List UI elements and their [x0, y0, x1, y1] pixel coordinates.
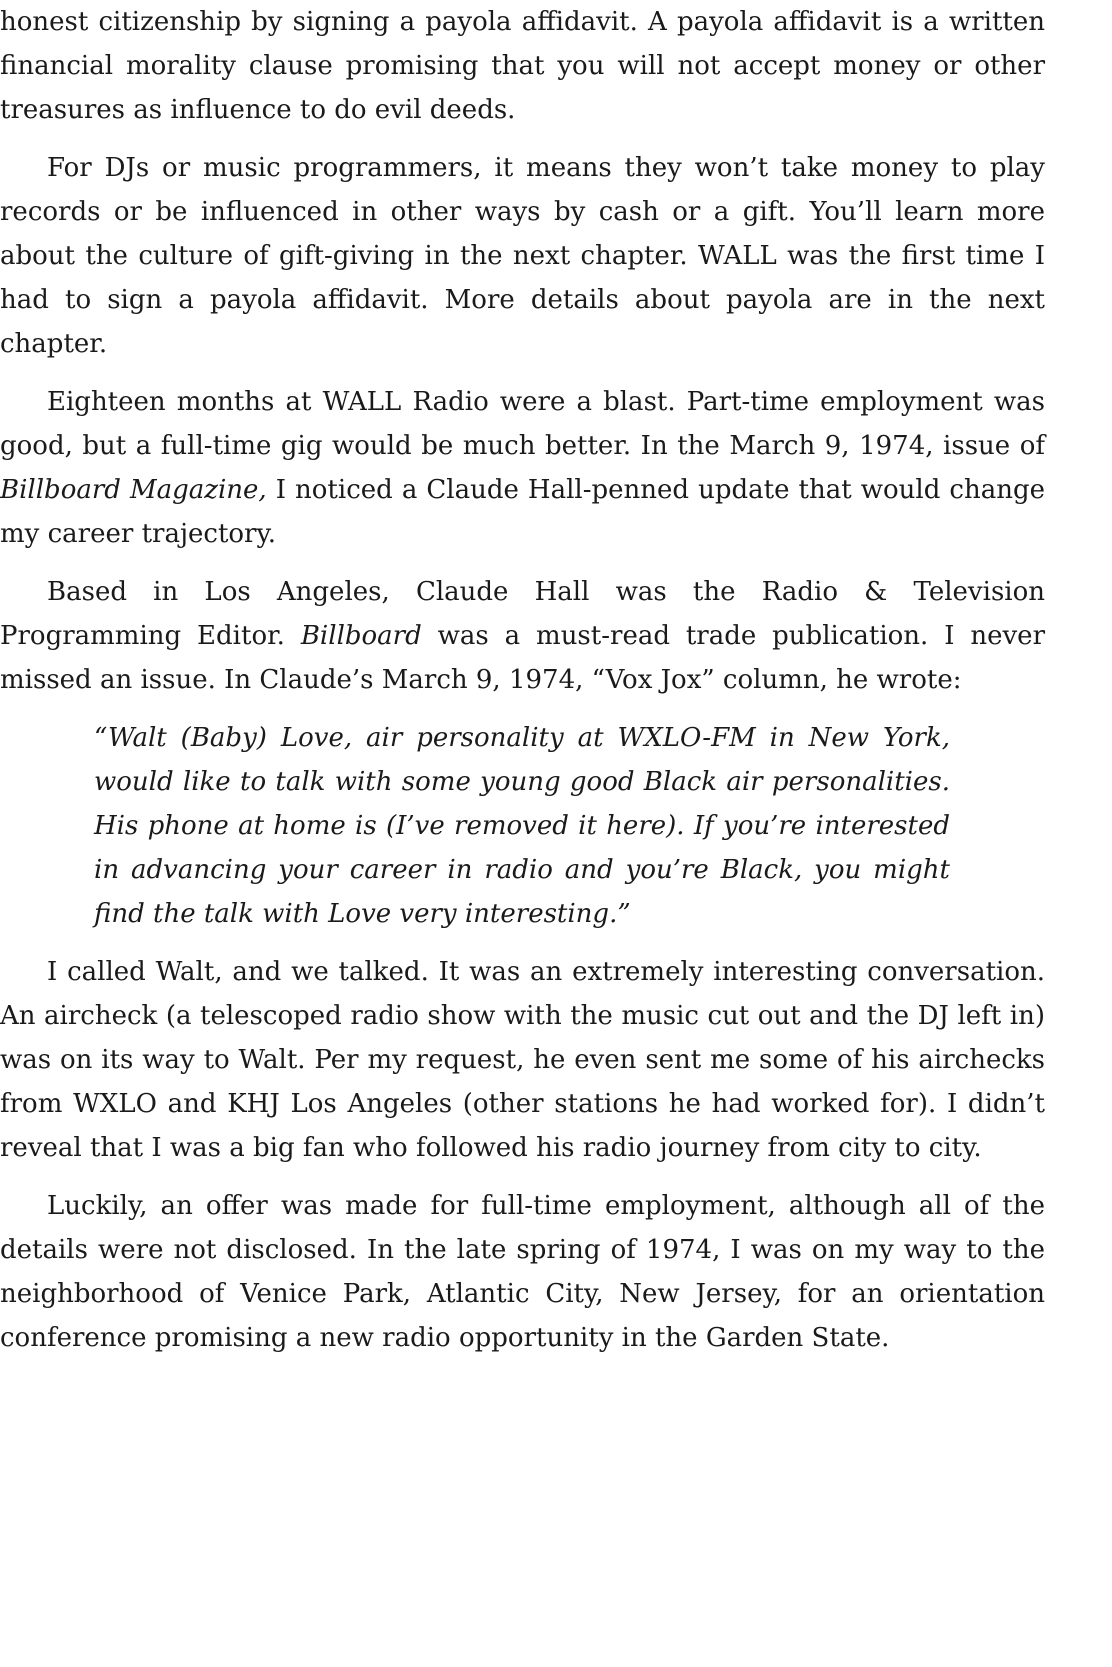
paragraph-text: I noticed a Claude Hall-penned update that would change my career trajectory.: [0, 475, 1045, 549]
quote-text: “Walt (Baby) Love, air personality at WXLO-FM in New York, would like to talk with some young good Black air personalities. His phone at home is (I’ve removed it here). If you’re interested in advancing your career in radio and you’re Black, you might find the talk with Love very interesting.”: [94, 723, 950, 929]
paragraph-text: Based in Los Angeles, Claude Hall was the Radio & Television Programming Editor.: [0, 577, 1045, 651]
paragraph-text: was a must-read trade publication. I never missed an issue. In Claude’s March 9, 1974, “Vox Jox” column, he wrote:: [0, 621, 1045, 695]
vox-jox-quote: [0, 716, 950, 936]
paragraph-payola-affidavit: [0, 0, 1045, 132]
paragraph-claude-hall: [0, 570, 1045, 702]
paragraph-offer: [0, 1184, 1045, 1360]
paragraph-called-walt: [0, 950, 1045, 1170]
paragraph-wall-radio: [0, 380, 1045, 556]
paragraph-text: Eighteen months at WALL Radio were a blast. Part-time employment was good, but a full-time gig would be much better. In the March 9, 1974, issue of: [0, 387, 1045, 461]
paragraph-djs-programmers: [0, 146, 1045, 366]
paragraph-text: Luckily, an offer was made for full-time employment, although all of the details were not disclosed. In the late spring of 1974, I was on my way to the neighborhood of Venice Park, Atlantic City, New Jersey, for an orientation conference promising a new radio opportunity in the Garden State.: [0, 1191, 1045, 1353]
paragraph-text: For DJs or music programmers, it means they won’t take money to play records or be influenced in other ways by cash or a gift. You’ll learn more about the culture of gift-giving in the next chapter. WALL was the first time I had to sign a payola affidavit. More details about payola are in the next chapter.: [0, 153, 1045, 359]
publication-title: Billboard: [300, 621, 422, 651]
paragraph-text: honest citizenship by signing a payola affidavit. A payola affidavit is a written financial morality clause promising that you will not accept money or other treasures as influence to do evil deeds.: [0, 7, 1045, 125]
publication-title: Billboard Magazine,: [0, 475, 267, 505]
paragraph-text: I called Walt, and we talked. It was an extremely interesting conversation. An aircheck (a telescoped radio show with the music cut out and the DJ left in) was on its way to Walt. Per my request, he even sent me some of his airchecks from WXLO and KHJ Los Angeles (other stations he had worked for). I didn’t reveal that I was a big fan who followed his radio journey from city to city.: [0, 957, 1045, 1163]
